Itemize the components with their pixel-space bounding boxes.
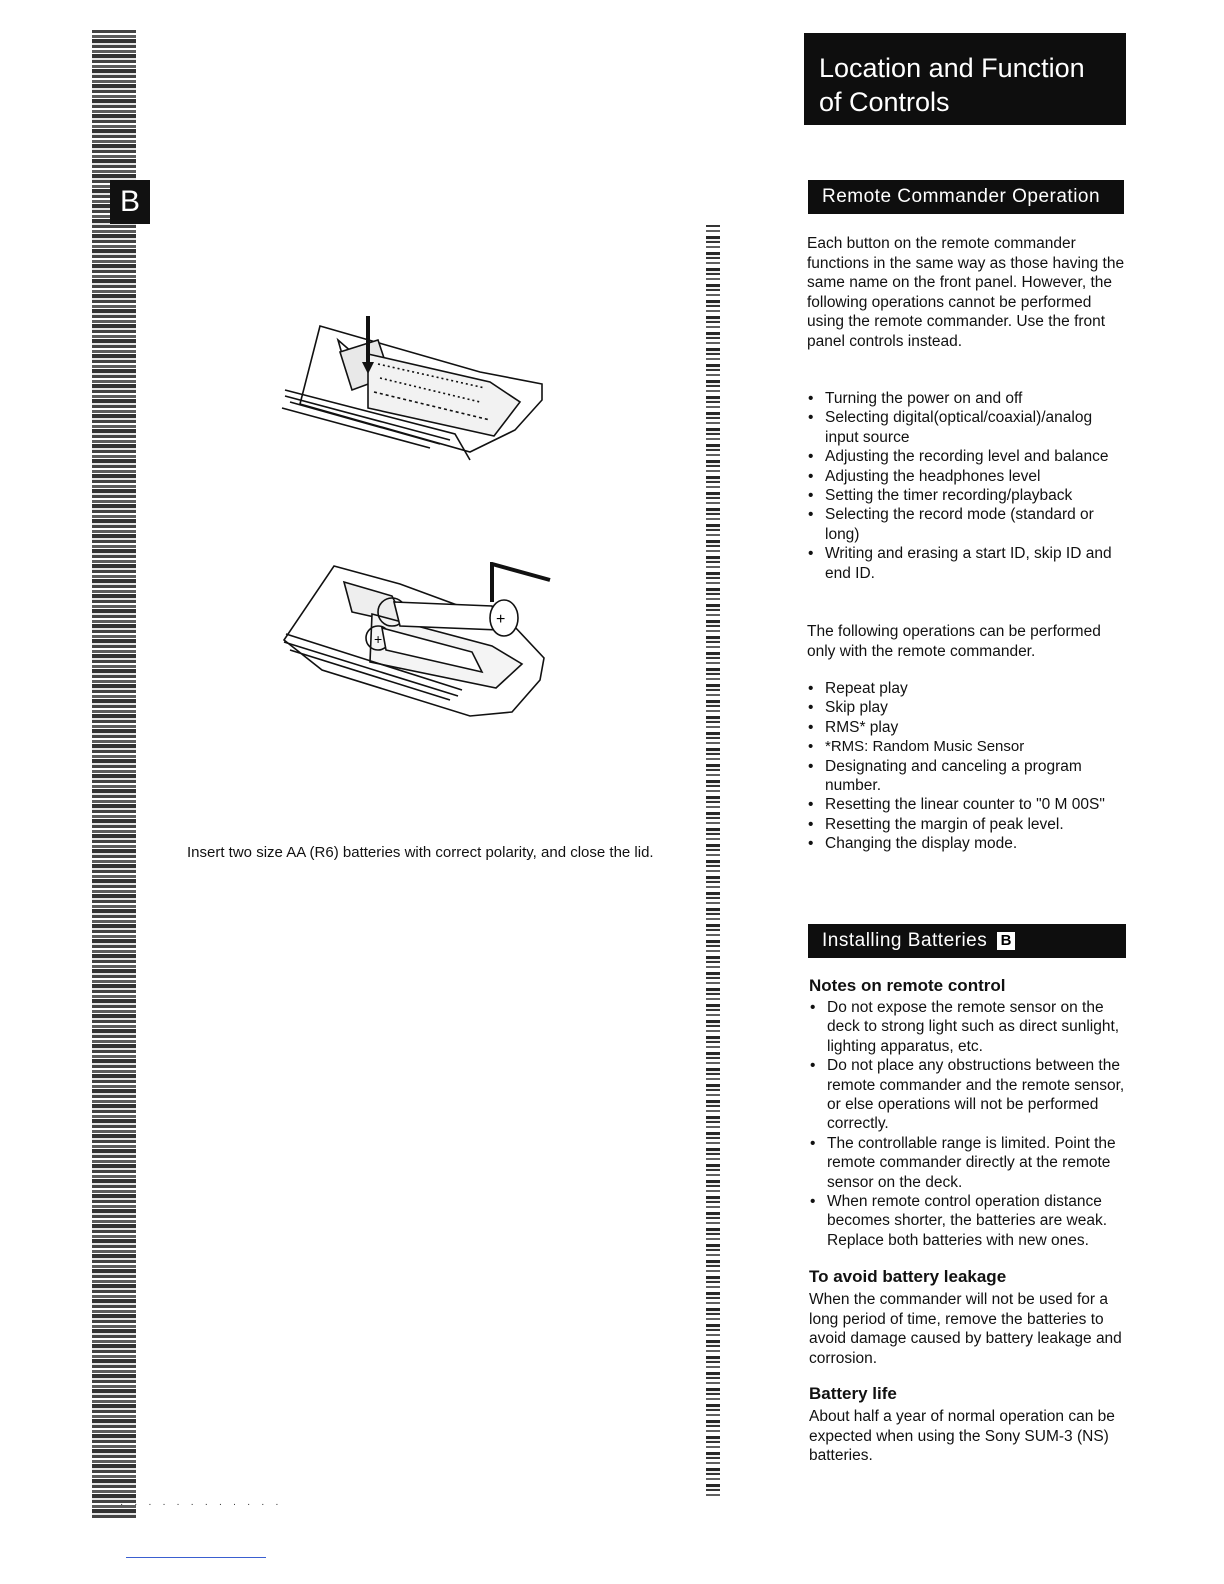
scan-edge-middle: [706, 225, 720, 1500]
list-item: • Repeat play: [808, 679, 1126, 698]
battery-insert-illustration: [282, 562, 552, 722]
list-item: • Changing the display mode.: [808, 834, 1126, 853]
remote-only-intro: The following operations can be performed only with the remote commander.: [807, 623, 1101, 660]
list-item: • When remote control operation distance becomes shorter, the batteries are weak. Replace both batteries with new ones.: [810, 1192, 1128, 1250]
list-item: • Turning the power on and off: [808, 389, 1122, 408]
list-item: • Resetting the margin of peak level.: [808, 815, 1126, 834]
list-item: • Selecting the record mode (standard or long): [808, 505, 1122, 544]
rms-note: [808, 737, 1126, 756]
installing-batteries-label: Installing Batteries: [822, 930, 988, 951]
battery-life-heading: Battery life: [809, 1384, 897, 1403]
list-item: • The controllable range is limited. Point the remote commander directly at the remote sensor on the deck.: [810, 1134, 1128, 1192]
remote-lid-illustration: [280, 312, 550, 467]
list-item: • Designating and canceling a program number.: [808, 757, 1126, 796]
list-item: • Writing and erasing a start ID, skip ID and end ID.: [808, 544, 1122, 583]
battery-life-text: About half a year of normal operation can be expected when using the Sony SUM-3 (NS) batteries.: [809, 1408, 1115, 1464]
list-item: • Skip play: [808, 698, 1126, 717]
page-title: Location and Function of Controls: [804, 33, 1126, 125]
list-item: • Do not place any obstructions between the remote commander and the remote sensor, or else operations will not be performed correctly.: [810, 1056, 1128, 1134]
battery-caption: Insert two size AA (R6) batteries with correct polarity, and close the lid.: [187, 844, 654, 861]
remote-operation-heading: Remote Commander Operation: [808, 180, 1124, 214]
section-badge: B: [997, 932, 1015, 950]
list-item: • RMS* play: [808, 718, 1126, 737]
list-item: • Setting the timer recording/playback: [808, 486, 1122, 505]
notes-list: [810, 998, 1128, 1250]
section-marker: B: [110, 180, 150, 224]
list-item: • Adjusting the recording level and balance: [808, 447, 1122, 466]
list-item: • Resetting the linear counter to "0 M 00S": [808, 795, 1126, 814]
notes-heading: Notes on remote control: [809, 976, 1006, 995]
cannot-perform-list: [808, 389, 1122, 583]
list-item: • Selecting digital(optical/coaxial)/analog input source: [808, 408, 1122, 447]
remote-intro: Each button on the remote commander functions in the same way as those having the same name on the front panel. However, the following operations cannot be performed using the remote commander. Use the front panel controls instead.: [807, 235, 1125, 350]
footer-dots: · · · · · · · · · · · ·: [120, 1499, 283, 1510]
list-item: • Adjusting the headphones level: [808, 467, 1122, 486]
scan-edge-left: [92, 30, 136, 1520]
leakage-text: When the commander will not be used for a long period of time, remove the batteries to avoid damage caused by battery leakage and corrosion.: [809, 1291, 1122, 1367]
polarity-mark-top: +: [496, 611, 506, 628]
installing-batteries-heading: [808, 924, 1126, 958]
footer-rule: [126, 1557, 266, 1558]
list-item: • Do not expose the remote sensor on the deck to strong light such as direct sunlight, lighting apparatus, etc.: [810, 998, 1128, 1056]
rms-note-text: *RMS: Random Music Sensor: [825, 738, 1025, 756]
remote-only-list: [808, 679, 1126, 854]
polarity-mark-bottom: +: [374, 631, 383, 647]
leakage-heading: To avoid battery leakage: [809, 1267, 1007, 1286]
